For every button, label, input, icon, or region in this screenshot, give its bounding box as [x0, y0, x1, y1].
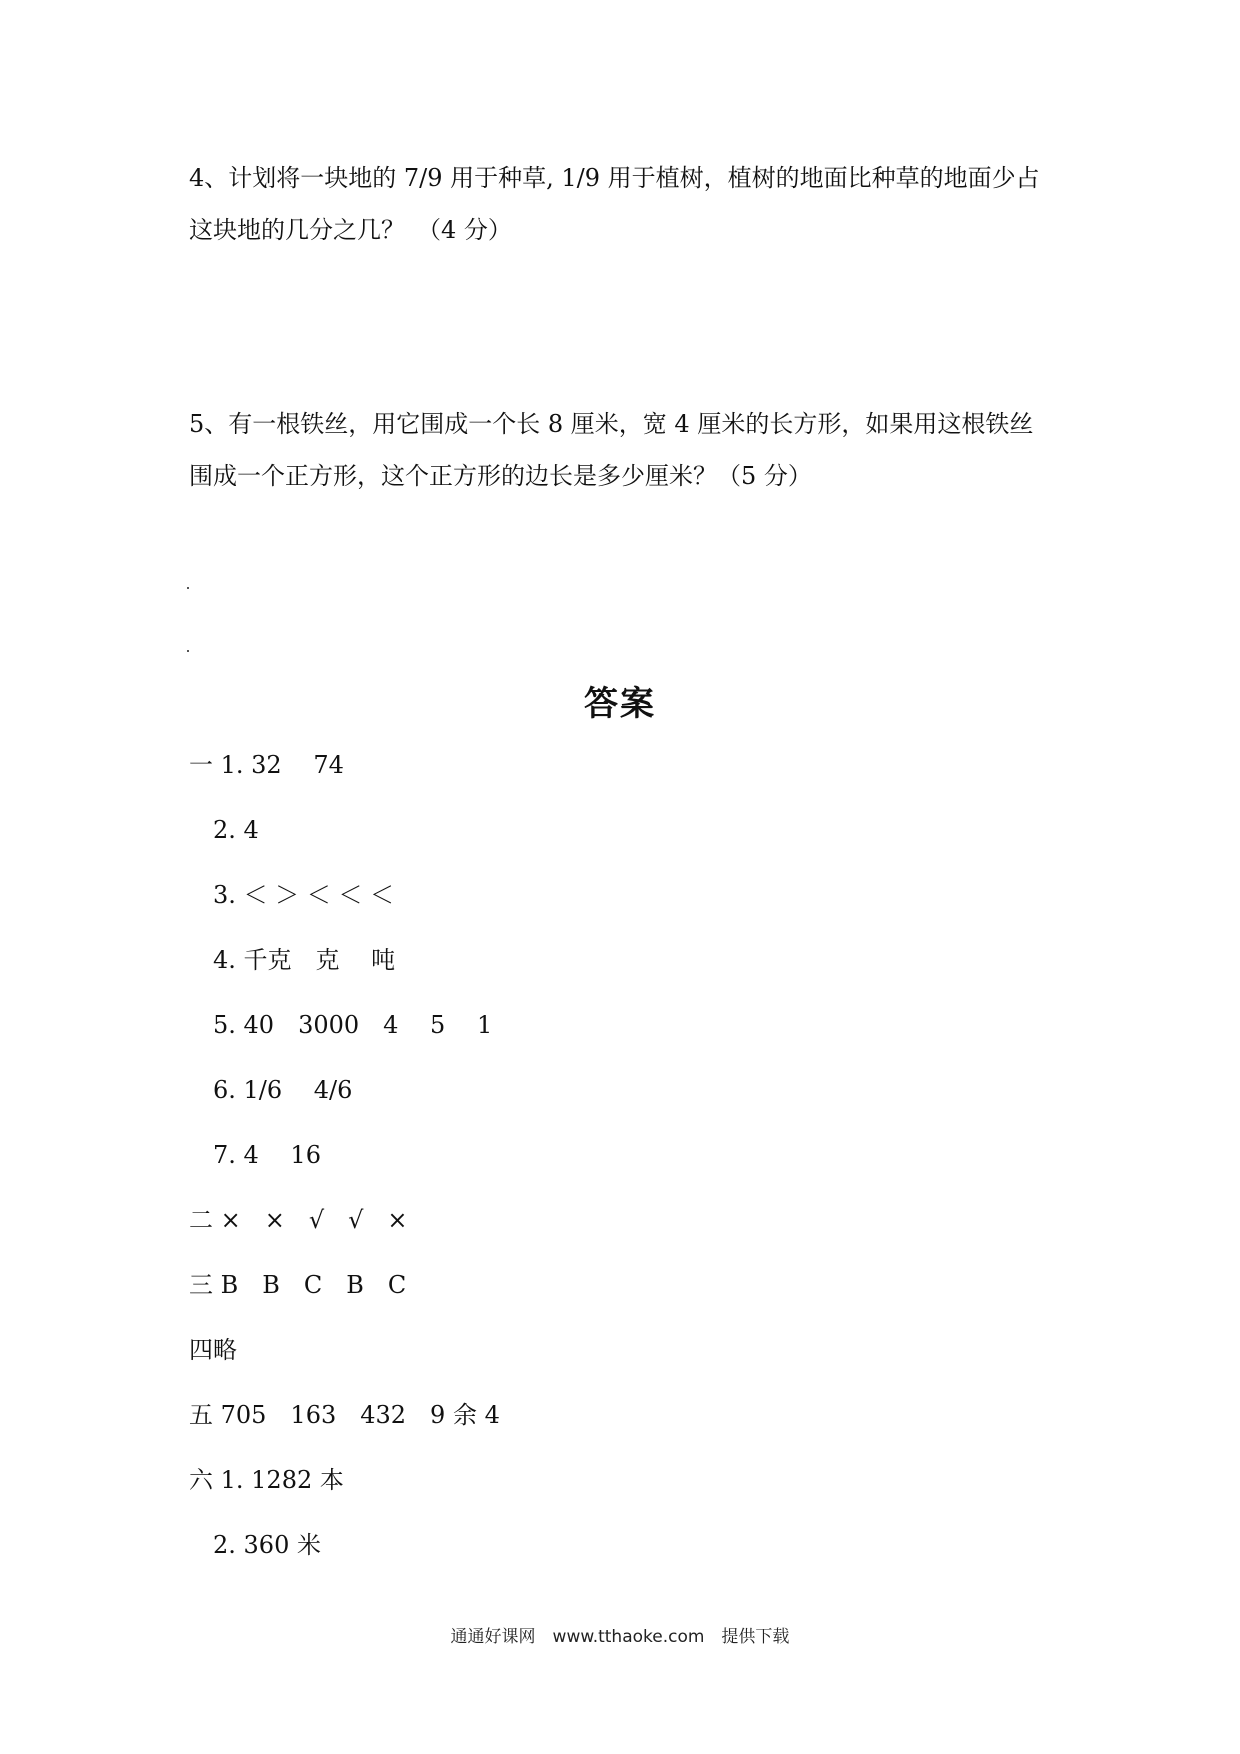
answer-line: 3. ＜ ＞ ＜ ＜ ＜: [213, 881, 395, 909]
answer-line: 四略: [189, 1336, 237, 1364]
answer-line: 2. 360 米: [213, 1531, 321, 1559]
question-4: [189, 152, 1059, 256]
answer-line: 二 × × √ √ ×: [189, 1206, 408, 1234]
answer-line: 五 705 163 432 9 余 4: [189, 1401, 500, 1429]
question-4-line-2: 这块地的几分之几？ （4 分）: [189, 216, 512, 244]
question-4-line-1: 4、计划将一块地的 7/9 用于种草, 1/9 用于植树，植树的地面比种草的地面少占: [189, 164, 1040, 192]
answer-line: 一 1. 32 74: [189, 751, 344, 779]
answer-line: 三 B B C B C: [189, 1271, 407, 1299]
answer-title: 答案: [584, 684, 656, 724]
scan-speck: [187, 650, 189, 652]
answer-line: 7. 4 16: [213, 1141, 321, 1169]
question-5-line-1: 5、有一根铁丝，用它围成一个长 8 厘米，宽 4 厘米的长方形，如果用这根铁丝: [189, 410, 1034, 438]
answer-line: 6. 1/6 4/6: [213, 1076, 353, 1104]
answer-line: 六 1. 1282 本: [189, 1466, 344, 1494]
answer-line: 2. 4: [213, 816, 259, 844]
answer-line: 5. 40 3000 4 5 1: [213, 1011, 493, 1039]
question-5: [189, 398, 1059, 502]
footer-watermark: 通通好课网 www.tthaoke.com 提供下载: [450, 1627, 790, 1647]
scan-speck: [187, 587, 189, 589]
answer-line: 4. 千克 克 吨: [213, 946, 396, 974]
question-5-line-2: 围成一个正方形，这个正方形的边长是多少厘米？（5 分）: [189, 462, 812, 490]
